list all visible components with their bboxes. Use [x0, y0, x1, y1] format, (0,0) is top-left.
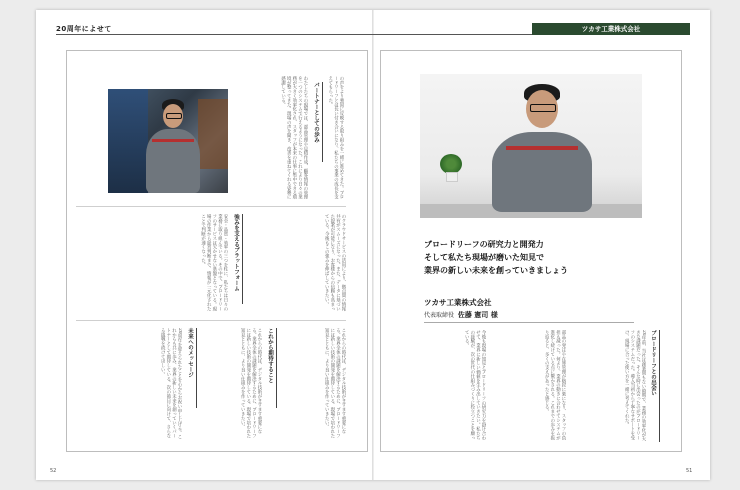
body-column: 20周年を迎えられたことを心からお祝い申し上げる。これからも共に歩み、業界の新しい未来を創っていくパートナーとして期待している。次の節目に向けて、さらなる挑戦を続けてほしい。: [160, 328, 182, 440]
quote-line: そして私たち現場が磨いた知見で: [424, 253, 544, 262]
person-figure: [486, 80, 596, 218]
header-company-band: ツカサ工業株式会社: [532, 23, 690, 35]
header-left-title: 20周年によせて: [56, 25, 112, 33]
body-column: 20年前、当社は創業間もない時期で、業務の効率化が大きな課題だった。そんな時に出会ったのがブロードリーフのシステムだった。導入当初から丁寧なサポートを受け、現場に合った使い方を一緒に考えてくれた。: [624, 330, 646, 442]
section-heading: これから期待すること: [266, 328, 277, 408]
quote-line: ブロードリーフの研究力と開発力: [424, 240, 544, 249]
interviewee-name: 佐藤 憲司 様: [457, 311, 498, 319]
body-column: 安全・品質・効率の三つを柱に、私たちは日々の業務に取り組んでいる。その中で、ブロードリーフのサービスは欠かせない基盤となっている。現場の作業から経営判断まで、情報が一元化されたことで判断が速くなった。: [200, 214, 228, 311]
pot-shape: [446, 172, 458, 182]
quote-line: 業界の新しい未来を創っていきましょう: [424, 266, 568, 275]
section-heading: パートナーとしての歩み: [312, 82, 323, 162]
person-figure: [142, 95, 202, 193]
body-column: これからの時代は、デジタル技術がますます重要になる。業界全体の課題を解決するために、ブロードリーフには新しい技術の開発を期待している。現場で培われた知見とともに、より良い仕組みを作っていきたい。: [240, 328, 262, 438]
body-column: 部品の発注や在庫管理が格段に楽になり、スタッフの負担も減った。何より、業界の動きに合わせてシステムが進化し続けている点に驚かされる。これまでの歩みを振り返ると、多くの支えがあったと感じる。: [544, 330, 566, 440]
section-heading: 未来へのメッセージ: [186, 328, 197, 408]
interviewee-title: [424, 310, 498, 320]
body-column: これからの時代は、デジタル技術がますます重要になる。業界全体の課題を解決するために、ブロードリーフには新しい技術の開発を期待している。現場で培われた知見とともに、より良い仕組みを作っていきたい。: [324, 328, 346, 438]
page-number-left: 52: [50, 468, 57, 474]
body-column: の声をより強固に反映する取り組みを一緒に進めてきた。ブロードリーフとは長い付き合いになり、私たちの事業の成長を支えてもらった。: [328, 76, 344, 200]
quote-separator: [424, 322, 634, 323]
body-column: わたしたちの現場では、部品管理や見積作成、顧客情報の管理を一つのシステムで行えるようになった。これにより日々の業務が大きく効率化され、スタッフが本来の仕事に集中できる環境が整ってきた。現場の声を聞き、改善を重ねてくれる姿勢に感謝している。: [280, 76, 308, 200]
body-column: のクラウドサービスの活用により、拠点間の情報共有がスムーズになった。また、データに基づいた提案が可能になり、お客様からの信頼も高まっている。今後もこの強みを伸ばしていきたい。: [324, 214, 346, 311]
row-divider: [76, 320, 346, 321]
interview-photo: [420, 74, 642, 218]
magazine-spread: [36, 10, 710, 480]
pull-quote: [424, 238, 624, 277]
shelf-shape: [198, 99, 228, 169]
interviewee-role: 代表取締役: [424, 312, 455, 319]
plant-shape: [440, 154, 462, 174]
page-number-right: 51: [686, 468, 693, 474]
row-divider: [76, 206, 346, 207]
section-heading: ブロードリーフとの出会い: [649, 330, 660, 442]
factory-photo: [108, 89, 228, 193]
company-name: ツカサ工業株式会社: [424, 298, 492, 307]
page-gutter: [372, 10, 374, 480]
section-heading: 強みを支えるプラットフォーム: [232, 214, 243, 304]
body-column: 今後も現場の知見とブロードリーフの研究力を掛け合わせて、業界に新しい価値を生み出していきたい。私たちの経験が、次の世代の仕組みづくりに役立つことを願っている。: [464, 330, 486, 440]
